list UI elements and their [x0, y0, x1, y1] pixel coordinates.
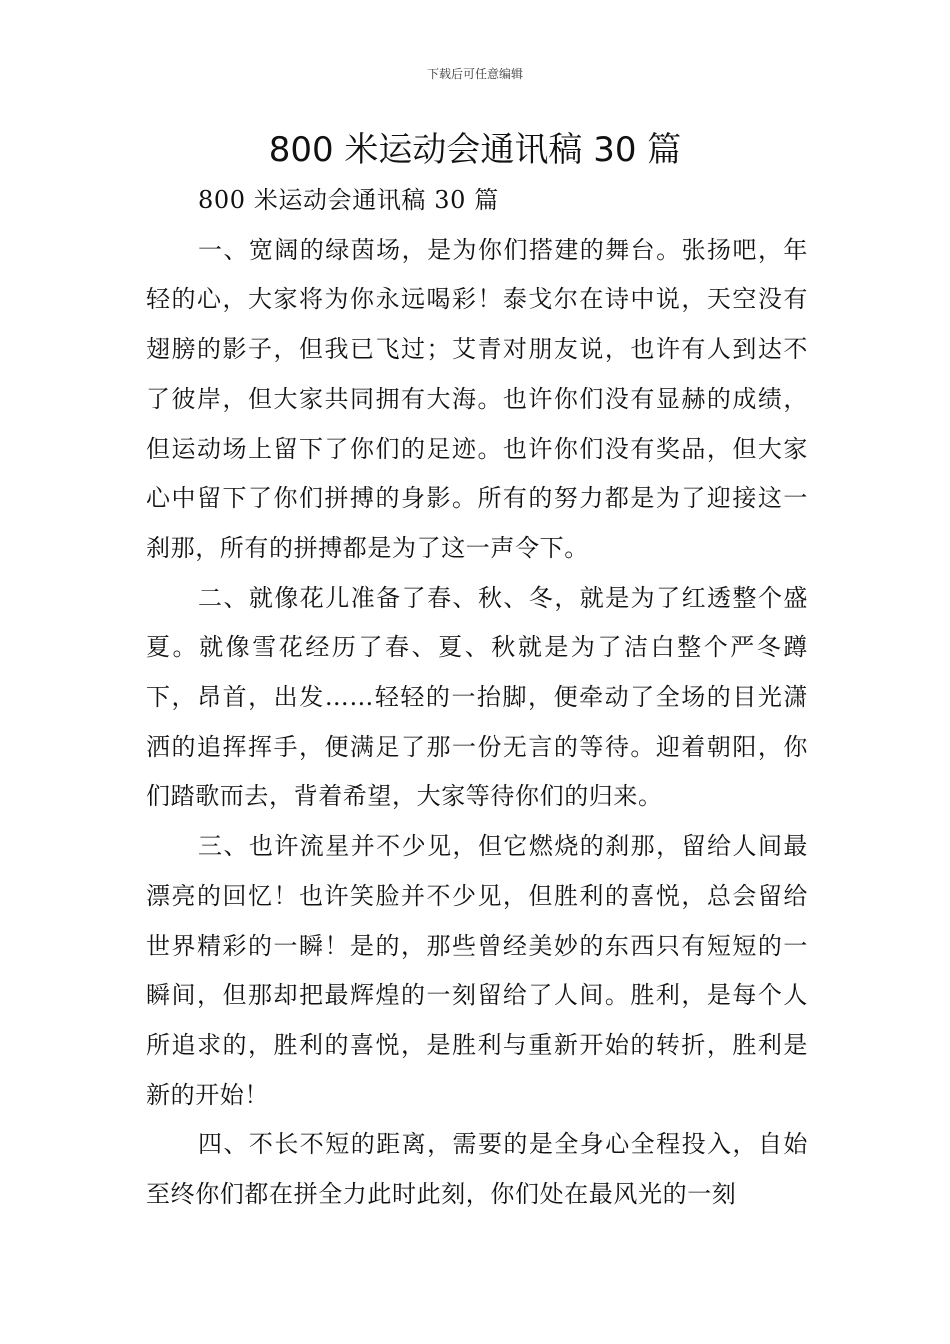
document-title: 800 米运动会通讯稿 30 篇	[268, 130, 682, 170]
header-note: 下载后可任意编辑	[426, 67, 523, 81]
paragraph-1: 一、宽阔的绿茵场，是为你们搭建的舞台。张扬吧，年轻的心，大家将为你永远喝彩！泰戈尔在诗中说，天空没有翅膀的影子，但我已飞过；艾青对朋友说，也许有人到达不了彼岸，但大家共同拥有大海。也许你们没有显赫的成绩，但运动场上留下了你们的足迹。也许你们没有奖品，但大家心中留下了你们拼搏的身影。所有的努力都是为了迎接这一刹那，所有的拼搏都是为了这一声令下。	[146, 235, 808, 562]
paragraph-4: 四、不长不短的距离，需要的是全身心全程投入，自始至终你们都在拼全力此时此刻，你们处在最风光的一刻	[146, 1130, 808, 1209]
paragraph-2: 二、就像花儿准备了春、秋、冬，就是为了红透整个盛夏。就像雪花经历了春、夏、秋就是为了洁白整个严冬蹲下，昂首，出发……轻轻的一抬脚，便牵动了全场的目光潇洒的追挥挥手，便满足了那一份无言的等待。迎着朝阳，你们踏歌而去，背着希望，大家等待你们的归来。	[146, 583, 808, 811]
document-body	[146, 176, 808, 1220]
paragraph-3: 三、也许流星并不少见，但它燃烧的刹那，留给人间最漂亮的回忆！也许笑脸并不少见，但胜利的喜悦，总会留给世界精彩的一瞬！是的，那些曾经美妙的东西只有短短的一瞬间，但那却把最辉煌的一刻留给了人间。胜利，是每个人所追求的，胜利的喜悦，是胜利与重新开始的转折，胜利是新的开始！	[146, 832, 808, 1109]
subtitle-line: 800 米运动会通讯稿 30 篇	[198, 186, 499, 214]
